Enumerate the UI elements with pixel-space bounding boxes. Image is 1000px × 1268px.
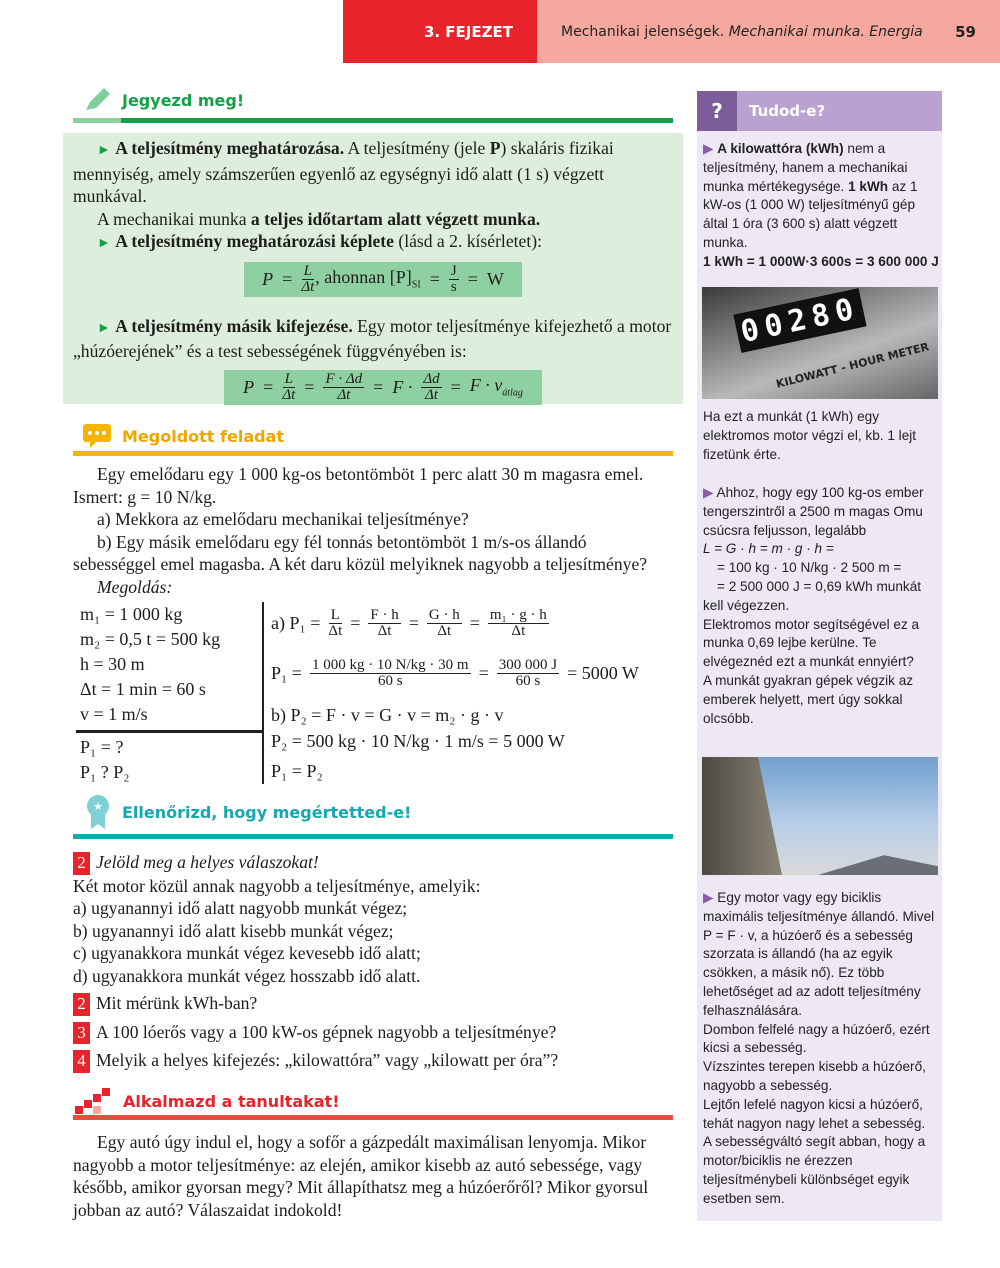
pencil-icon — [82, 86, 112, 114]
question-4: 4 Melyik a helyes kifejezés: „kilowattóra” vagy „kilowatt per óra”? — [73, 1049, 673, 1073]
running-header — [537, 0, 1000, 63]
given-data: m₁ = 1 000 kg m₂ = 0,5 t = 500 kg h = 30 m Δt = 1 min = 60 s v = 1 m/s — [80, 604, 221, 724]
electricity-meter-image: 00280 KILOWATT - HOUR METER — [702, 287, 938, 399]
solved-problem — [73, 463, 673, 598]
solved-divider — [73, 451, 673, 456]
kwh-info: ▶ A kilowattóra (kWh) nem a teljesítmény, hanem a mechanikai munka mértékegysége. 1 kWh az 1 kW-os (1 000 W) teljesítményű gép által 1 óra (3 600 s) alatt végzett munka. 1 kWh = 1 000W·3 600s = 3 600 000 J — [703, 141, 939, 269]
badge-icon — [84, 794, 112, 830]
given-separator — [76, 730, 264, 733]
chapter-text: 3. FEJEZET — [423, 22, 513, 41]
option[interactable]: c) ugyanakkora munkát végez kevesebb idő alatt; — [73, 943, 421, 963]
option[interactable]: b) ugyanannyi idő alatt kisebb munkát végez; — [73, 920, 394, 941]
header-title: Mechanikai jelenségek. Mechanikai munka. Energia — [561, 23, 923, 40]
person-question-icon: ? — [697, 91, 737, 131]
climber-info: ▶ Ahhoz, hogy egy 100 kg-os ember tengerszintről a 2500 m magas Omu csúcsra feljusson, legalább L = G · h = m · g · h = = 100 kg · 10 N/kg · 2 500 m = = 2 500 000 J = 0,69 kWh munkát kell végezzen. Elektromos motor segítségével ez a munka 0,69 lejbe kerülne. Te elvégeznéd ezt a munkát ennyiért? A munkát gyakran gépek végzik az emberek helyett, mert úgy sokkal olcsóbb. — [703, 485, 924, 726]
solution-steps: a) P₁ = $\frac{L}{\Delta t}$ = $\frac{F \cdot h}{\Delta t}$ = $\frac{G \cdot h}{\Delta t}$ = $\frac{\text{m₁ · g · h}}{\Delta t}$ P₁ = $\frac{1 000 kg \cdot 10 N/kg \cdot 30 m}{60 s}$ = $\frac{300 000 J}{60 s}$ = 5000 W b) P₂ = F · v = G · v = m₂ · g · v P₂ = 500 kg · 10 N/kg · 1 m/s = 5 000 W P₁ = P₂ — [271, 606, 639, 781]
climber-image — [702, 757, 938, 875]
blocks-icon — [75, 1088, 113, 1114]
note-divider — [73, 118, 673, 123]
solution-separator — [262, 602, 264, 784]
sidebar-heading: ? Tudod-e? — [697, 91, 942, 131]
question-b: b) Egy másik emelődaru egy fél tonnás betontömböt 1 m/s-os állandó sebességgel emel magasba. A két daru közül melyiknek nagyobb a teljesítménye? — [73, 531, 648, 574]
power-velocity-formula-box: P = $\frac{L}{\Delta t}$ = $\frac{F \cdot \Delta d}{\Delta t}$ = F · $\frac{\Delta d}{\Delta t}$ = $F \cdot v_{átlag}$ — [224, 370, 542, 405]
work-paragraph: A mechanikai munka a teljes időtartam alatt végzett munka. — [97, 208, 541, 229]
power-formula-box: P = $\frac{L}{\Delta t}$ , ahonnan $[P]_{SI}$ = $\frac{J}{s}$ = W — [244, 262, 522, 297]
page-number: 59 — [955, 22, 976, 41]
cost-info: Ha ezt a munkát (1 kWh) egy elektromos motor végzi el, kb. 1 lejt fizetünk érte. — [703, 409, 917, 462]
formula-intro: ► A teljesítmény meghatározási képlete (lásd a 2. kísérletet): — [97, 231, 542, 251]
motor-info: ▶ Egy motor vagy egy biciklis maximális teljesítménye állandó. Mivel P = F · v, a húzóerő és a sebesség szorzata is állandó (ha az egyik csökken, a másik nő). Ez több lehetőséget ad az adott teljesítmény felhasználására. Dombon felfelé nagy a húzóerő, ezért kicsi a sebesség. Vízszintes terepen kisebb a húzóerő, nagyobb a sebesség. Lejtőn lefelé nagyon kicsi a húzóerő, tehát nagyon nagy lehet a sebesség. A sebességváltó segít abban, hogy a motor/biciklis ne érezzen teljesítménybeli különbséget egyik esetben sem. — [703, 890, 935, 1206]
question-1: 2 Jelöld meg a helyes válaszokat! — [73, 851, 673, 875]
option[interactable]: a) ugyanannyi idő alatt nagyobb munkát végez; — [73, 898, 408, 918]
question-3: 3 A 100 lóerős vagy a 100 kW-os gépnek nagyobb a teljesítménye? — [73, 1021, 673, 1045]
definition-paragraph: ► A teljesítmény meghatározása. A teljesítmény (jele P) skaláris fizikai mennyiség, amely számszerűen egyenlő az egységnyi idő alatt (1 s) végzett munkával. — [73, 138, 614, 206]
option[interactable]: d) ugyanakkora munkát végez hosszabb idő alatt. — [73, 965, 421, 986]
alt-expression-paragraph: ► A teljesítmény másik kifejezése. Egy motor teljesítménye kifejezhető a motor „húzóerejének” és a test sebességének függvényében is: — [73, 315, 672, 361]
check-divider — [73, 834, 673, 839]
check-heading: ★ Ellenőrizd, hogy megértetted-e! — [84, 794, 411, 830]
chapter-label — [343, 0, 537, 63]
note-box — [63, 133, 683, 404]
solved-heading: Megoldott feladat — [82, 423, 284, 449]
problem-text: Egy emelődaru egy 1 000 kg-os betontömböt 1 perc alatt 30 m magasra emel. Ismert: g = 10 N/kg. — [73, 464, 644, 507]
unknowns: P₁ = ? P₁ ? P₂ — [80, 737, 130, 782]
question-2: 2 Mit mérünk kWh-ban? — [73, 992, 673, 1016]
solution-label: Megoldás: — [97, 576, 173, 597]
svg-text:★: ★ — [93, 800, 103, 813]
note-heading: Jegyezd meg! — [82, 86, 244, 114]
question-a: a) Mekkora az emelődaru mechanikai teljesítménye? — [97, 509, 469, 529]
check-questions: 2 Jelöld meg a helyes válaszokat! Két motor közül annak nagyobb a teljesítménye, amelyik: a) ugyanannyi idő alatt nagyobb munkát végez; b) ugyanannyi idő alatt kisebb munkát végez; c) ugyanakkora munkát végez kevesebb idő alatt; d) ugyanakkora munkát végez hosszabb idő alatt. 2 Mit mérünk kWh-ban? 3 A 100 lóerős vagy a 100 kW-os gépnek nagyobb a teljesítménye? 4 Melyik a helyes kifejezés: „kilowattóra” vagy „kilowatt per óra”? — [73, 851, 673, 1073]
apply-heading: Alkalmazd a tanultakat! — [75, 1088, 340, 1114]
speech-bubble-icon — [82, 423, 112, 449]
apply-text: Egy autó úgy indul el, hogy a sofőr a gázpedált maximálisan lenyomja. Mikor nagyobb a motor teljesítménye: az elején, amikor kisebb az autó sebessége, vagy később, amikor gyorsan megy? Mit állapíthatsz meg a húzóerőről? Mikor gyorsul jobban az autó? Válaszaidat indokold! — [73, 1132, 649, 1220]
apply-divider — [73, 1115, 673, 1120]
